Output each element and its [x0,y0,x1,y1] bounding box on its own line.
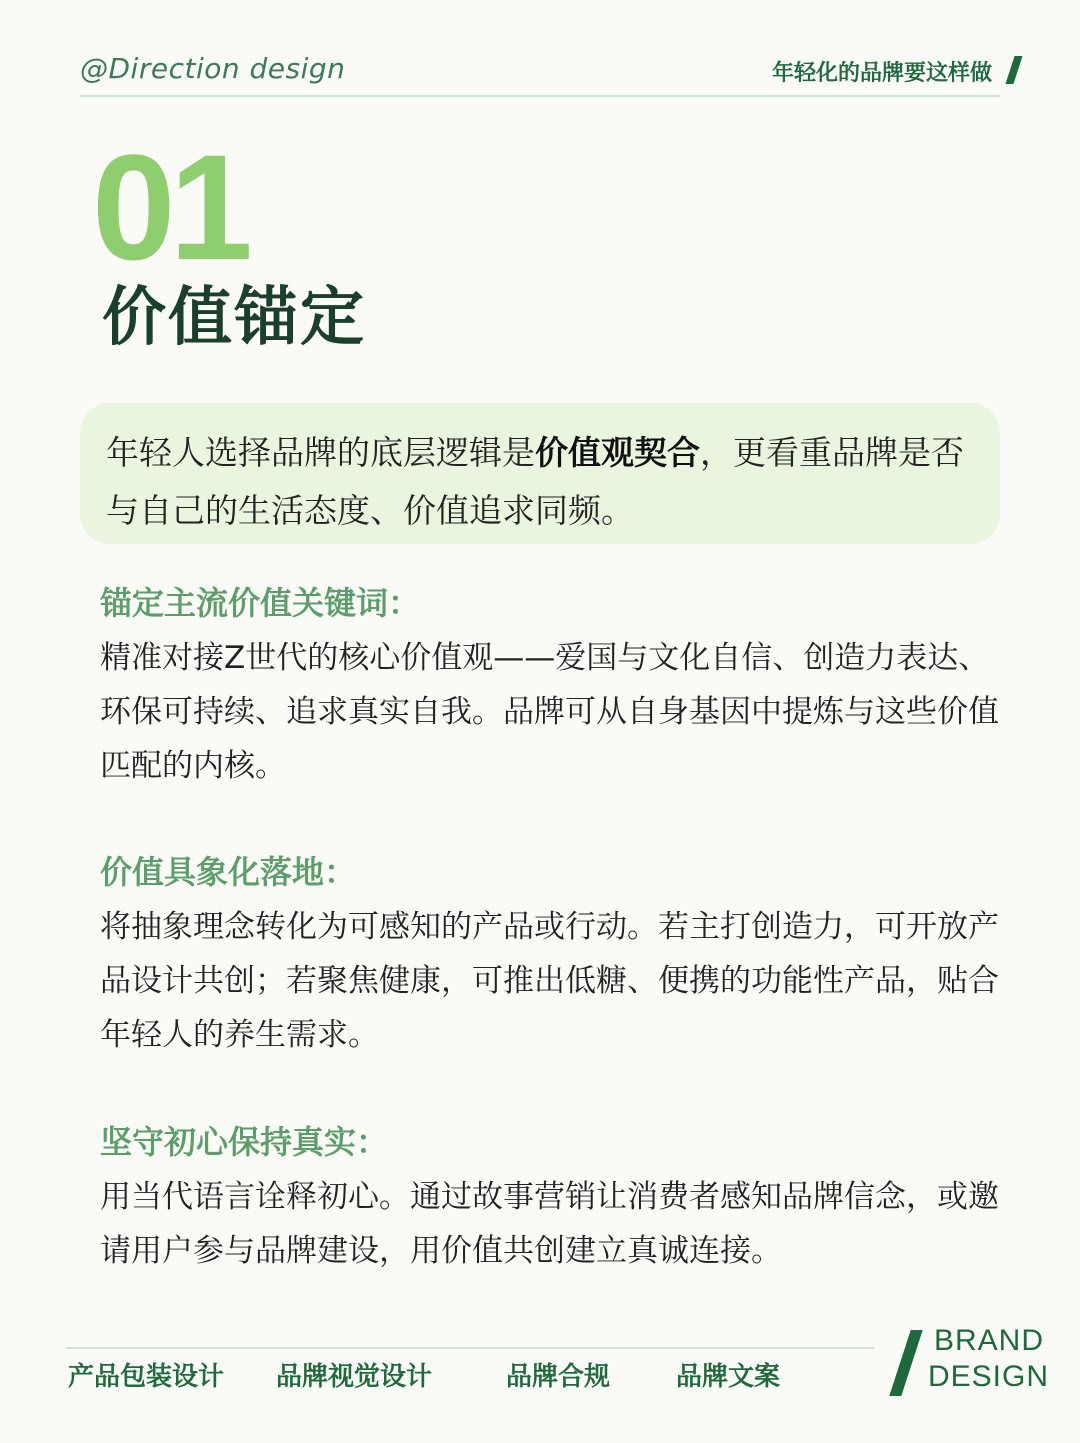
footer-divider [66,1347,874,1349]
block-body: 精准对接Z世代的核心价值观——爱国与文化自信、创造力表达、环保可持续、追求真实自我。品牌可从自身基因中提炼与这些价值匹配的内核。 [100,640,999,784]
footer-nav [0,1356,880,1400]
block-heading: 锚定主流价值关键词： [100,584,421,622]
block-heading: 价值具象化落地： [100,853,357,891]
block-body: 将抽象理念转化为可感知的产品或行动。若主打创造力，可开放产品设计共创；若聚焦健康，可推出低糖、便携的功能性产品，贴合年轻人的养生需求。 [100,909,999,1053]
content-block-3 [100,1114,1000,1278]
footer-nav-item-compliance[interactable]: 品牌合规 [506,1362,611,1392]
header-divider [80,95,1000,97]
block-heading: 坚守初心保持真实： [100,1123,389,1161]
content-block-1 [100,575,1000,793]
content-block-2 [100,844,1000,1062]
brand-word-1: BRAND [934,1324,1045,1357]
brand-slash-mark [889,1330,922,1396]
highlight-text [106,424,986,540]
section-title: 价值锚定 [102,281,366,355]
footer-nav-item-packaging[interactable]: 产品包装设计 [68,1362,225,1392]
author-handle: @Direction design [80,52,346,85]
brand-word-2: DESIGN [928,1360,1050,1393]
footer-nav-item-visual[interactable]: 品牌视觉设计 [276,1362,433,1392]
block-body: 用当代语言诠释初心。通过故事营销让消费者感知品牌信念，或邀请用户参与品牌建设，用价值共创建立真诚连接。 [100,1179,999,1269]
highlight-text-pre: 年轻人选择品牌的底层逻辑是 [106,433,535,472]
highlight-text-post: ，更看重品牌是否与自己的生活态度、价值追求同频。 [106,433,964,530]
section-number: 01 [92,123,247,291]
series-title: 年轻化的品牌要这样做 [771,61,992,86]
footer-nav-item-copywriting[interactable]: 品牌文案 [676,1362,781,1392]
highlight-text-bold: 价值观契合 [535,433,700,472]
slash-mark [1005,56,1022,84]
